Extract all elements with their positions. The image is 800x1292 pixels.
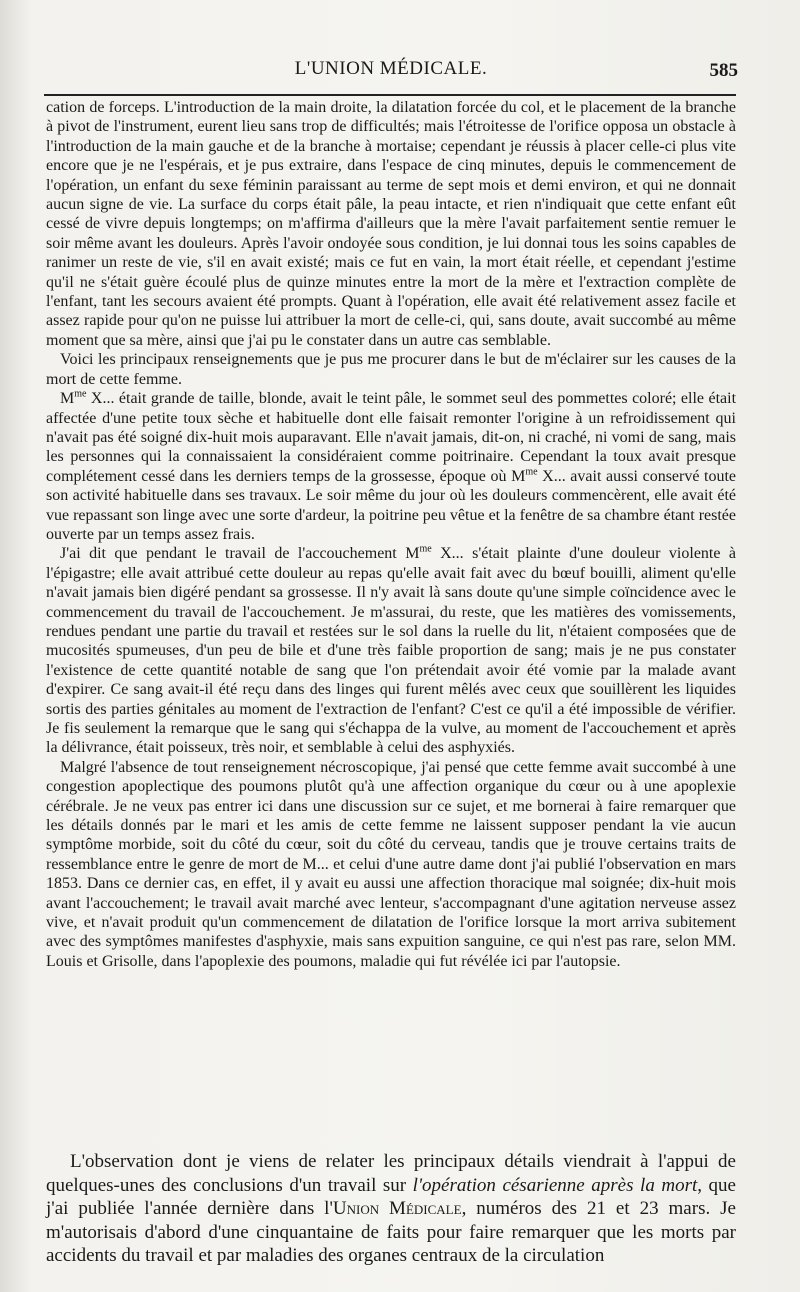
paragraph-5: Malgré l'absence de tout renseignement nécroscopique, j'ai pensé que cette femme avait succombé à une congestion apoplectique des poumons plutôt qu'à une affection organique du cœur ou à une apoplexie cérébrale. Je ne veux pas entrer ici dans une discussion sur ce sujet, et me bornerai à faire remarquer que les détails donnés par le mari et les amis de cette femme ne laissent supposer pendant la vie aucun symptôme morbide, soit du côté du cœur, soit du côté du cerveau, tandis que je trouve certains traits de ressemblance entre le genre de mort de M... et celui d'une autre dame dont j'ai publié l'observation en mars 1853. Dans ce dernier cas, en effet, il y avait eu aussi une affection thoracique mal soignée; dix-huit mois avant l'accouchement; le travail avait marché avec lenteur, s'accompagnant d'une agitation nerveuse assez vive, et n'avait produit qu'un commencement de dilatation de l'orifice lorsque la mort arriva subitement avec des symptômes manifestes d'asphyxie, mais sans expuition sanguine, ce qui n'est pas rare, selon MM. Louis et Grisolle, dans l'apoplexie des poumons, maladie qui fut révélée ici par l'autopsie.	[46, 758, 736, 970]
closing-paragraph	[46, 1150, 736, 1268]
mme-abbrev: $M^{me}$	[60, 388, 87, 408]
paragraph-2: Voici les principaux renseignements que je pus me procurer dans le but de m'éclairer sur les causes de la mort de cette femme.	[46, 351, 736, 388]
journal-name: Union Médicale	[332, 1198, 462, 1219]
page-header	[44, 56, 738, 86]
mme-abbrev: $M^{me}$	[405, 544, 432, 563]
body-text	[46, 98, 736, 971]
header-rule	[44, 94, 736, 96]
paragraph-3-text-b: X... avait aussi conservé toute son activité habituelle dans ses travaux. Le soir même du jour où les douleurs commencèrent, elle avait été vue repassant son linge avec une sorte d'ardeur, la poitrine peu vêtue et la fenêtre de sa chambre étant restée ouverte par un temps assez frais.	[46, 467, 737, 543]
paragraph-4-text-b: X... s'était plainte d'une douleur violente à l'épigastre; elle avait attribué cette douleur au repas qu'elle avait fait avec du bœuf bouilli, aliment qu'elle n'avait jamais bien digéré pendant sa grossesse. Il n'y avait là sans doute qu'une simple coïncidence avec le commencement du travail de l'accouchement. Je m'assurai, du reste, que les matières des vomissements, rendues pendant une partie du travail et restées sur le sol dans la ruelle du lit, n'étaient composées que de mucosités spumeuses, d'un peu de bile et d'une très faible proportion de sang; mais je ne pus constater l'existence de cette quantité notable de sang que l'on prétendait avoir été vomie par la malade avant d'expirer. Ce sang avait-il été reçu dans des linges qui furent mêlés avec ceux que souillèrent les liquides sortis des parties génitales au moment de l'extraction de l'enfant? C'est ce qu'il a été impossible de vérifier. Je fis seulement la remarque que le sang qui s'échappa de la vulve, au moment de l'accouchement et après la délivrance, était poisseux, très noir, et semblable à celui des asphyxiés.	[46, 545, 737, 757]
running-title: L'UNION MÉDICALE.	[294, 58, 488, 79]
mme-abbrev: $M^{me}$	[511, 466, 538, 485]
paragraph-6: L'observation dont je viens de relater les principaux détails viendrait à l'appui de quelques-unes des conclusions d'un travail sur l'opération césarienne après la mort, que j'ai publiée l'année dernière dans l'Union Médicale, numéros des 21 et 23 mars. Je m'autorisais d'abord d'une cinquantaine de faits pour faire remarquer que les morts par accidents du travail et par maladies des organes centraux de la circulation	[46, 1151, 736, 1266]
paragraph-4	[46, 544, 736, 757]
paragraph-3	[46, 389, 736, 544]
article-title: l'opération césarienne après la mort	[412, 1174, 698, 1196]
paragraph-1: cation de forceps. L'introduction de la main droite, la dilatation forcée du col, et le placement de la branche à pivot de l'instrument, eurent lieu sans trop de difficultés; mais l'étroitesse de l'orifice opposa un obstacle à l'introduction de la main gauche et de la branche à mortaise; cependant je réussis à placer celle-ci plus vite encore que je ne l'espérais, et je pus extraire, dans l'espace de cinq minutes, depuis le commencement de l'opération, un enfant du sexe féminin paraissant au terme de sept mois et demi environ, et qui ne donnait aucun signe de vie. La surface du corps était pâle, la peau intacte, et rien n'indiquait que cette enfant eût cessé de vivre depuis longtemps; on m'affirma d'ailleurs que la mère l'avait parfaitement sentie remuer le soir même avant les douleurs. Après l'avoir ondoyée sous condition, je lui donnai tous les soins capables de ranimer un reste de vie, s'il en avait existé; mais ce fut en vain, la mort était réelle, et cependant j'estime qu'il ne s'était guère écoulé plus de quinze minutes entre la mort de la mère et l'extraction complète de l'enfant, tant les secours avaient été prompts. Quant à l'opération, elle avait été relativement assez facile et assez rapide pour qu'on ne puisse lui attribuer la mort de celle-ci, qui, sans doute, avait succombé au même moment que sa mère, ainsi que j'ai pu le constater dans un autre cas semblable.	[46, 99, 736, 349]
paragraph-3-text-a: X... était grande de taille, blonde, avait le teint pâle, le sommet seul des pommettes coloré; elle était affectée d'une petite toux sèche et habituelle dont elle faisait remonter l'origine à un refroidissement qui n'avait pas été soigné dix-huit mois auparavant. Elle n'avait jamais, dit-on, ni craché, ni vomi de sang, mais les personnes qui la connaissaient la considéraient comme poitrinaire. Cependant la toux avait presque complétement cessé dans les derniers temps de la grossesse, époque où	[46, 390, 737, 485]
paragraph-4-text-a: J'ai dit que pendant le travail de l'accouchement	[60, 545, 397, 563]
page-number: 585	[709, 60, 738, 81]
